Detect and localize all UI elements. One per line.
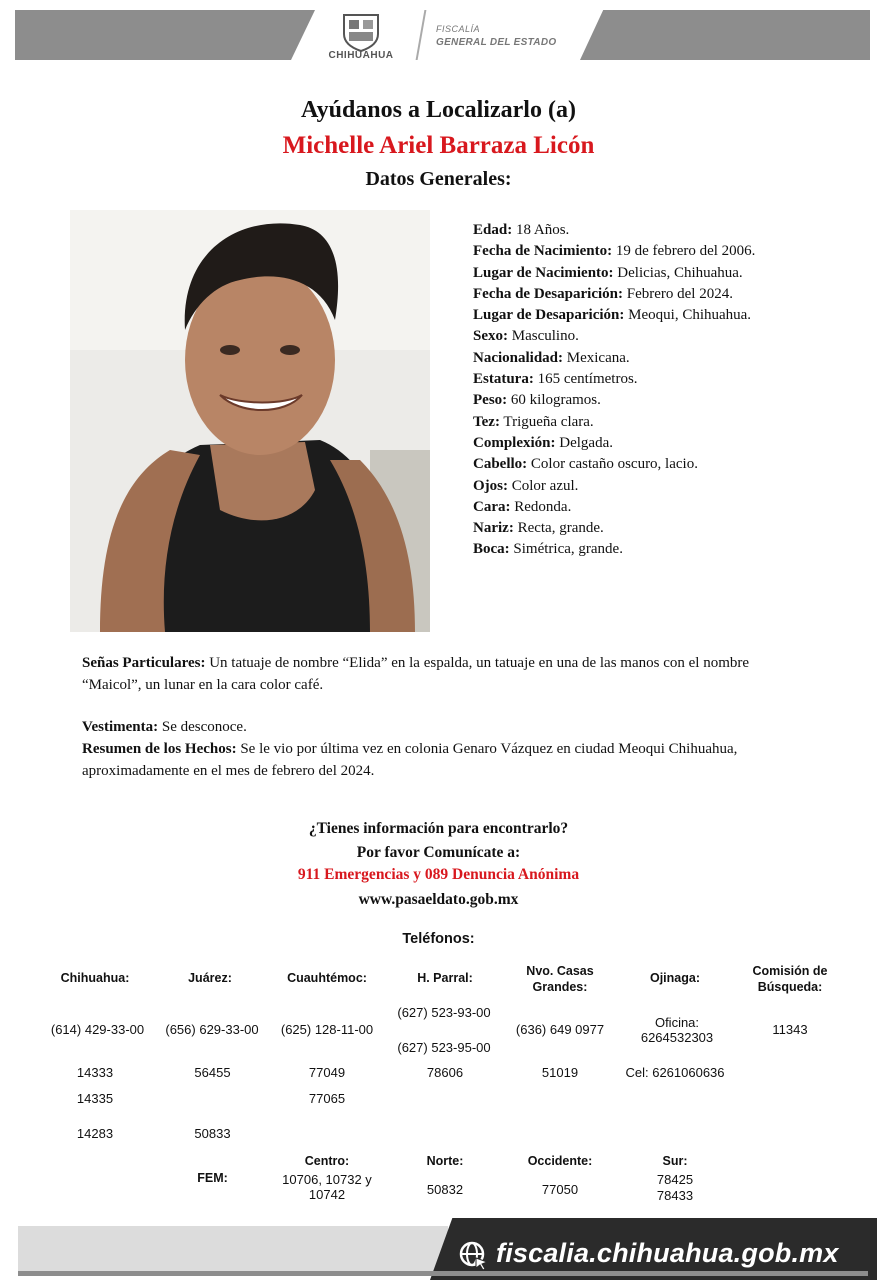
phone-fem-norte[interactable]: 50832 bbox=[426, 1182, 464, 1197]
phones-fem-occidente-label: Occidente: bbox=[527, 1154, 593, 1168]
fact-value: 165 centímetros. bbox=[533, 371, 638, 388]
fact-value: Febrero del 2024. bbox=[622, 285, 733, 302]
phones-header-nuevo-casas-grandes: Nvo. Casas Grandes: bbox=[526, 964, 594, 994]
fact-hair bbox=[473, 454, 863, 475]
poster-title: Ayúdanos a Localizarlo (a) bbox=[301, 97, 576, 123]
phones-header-chihuahua: Chihuahua: bbox=[60, 971, 130, 985]
clothing bbox=[82, 717, 782, 739]
fact-label: Tez: bbox=[473, 413, 500, 430]
cta-question: ¿Tienes información para encontrarlo? bbox=[308, 820, 569, 837]
footer-bottom-strip bbox=[18, 1271, 868, 1276]
phone-parral-ext[interactable]: 78606 bbox=[426, 1065, 464, 1080]
phone-fem-sur-1[interactable]: 78425 bbox=[656, 1172, 694, 1187]
phones-header-ojinaga: Ojinaga: bbox=[649, 971, 700, 985]
phone-juarez-main[interactable]: (656) 629-33-00 bbox=[165, 1022, 259, 1037]
phone-ojinaga-office[interactable]: Oficina: 6264532303 bbox=[640, 1015, 714, 1045]
fact-label: Sexo: bbox=[473, 328, 508, 345]
fact-height bbox=[473, 369, 863, 390]
phone-ncg-main[interactable]: (636) 649 0977 bbox=[515, 1022, 605, 1037]
header-right-bar bbox=[580, 10, 870, 60]
fact-label: Fecha de Nacimiento: bbox=[473, 243, 613, 260]
footer-gray-bar bbox=[18, 1226, 448, 1274]
fact-face bbox=[473, 497, 863, 518]
phone-chihuahua-main[interactable]: (614) 429-33-00 bbox=[50, 1022, 145, 1037]
phones-fem-norte-label: Norte: bbox=[426, 1154, 464, 1168]
phone-chihuahua-ext[interactable]: 14335 bbox=[76, 1091, 114, 1106]
fact-value: Meoqui, Chihuahua. bbox=[624, 307, 752, 324]
missing-person-name: Michelle Ariel Barraza Licón bbox=[282, 132, 595, 159]
distinguishing-marks bbox=[82, 653, 782, 696]
fact-nationality bbox=[473, 348, 863, 369]
phone-cuauhtemoc-ext[interactable]: 77065 bbox=[308, 1091, 346, 1106]
phone-fem-occidente[interactable]: 77050 bbox=[541, 1182, 579, 1197]
fact-value: 18 Años. bbox=[512, 222, 570, 238]
fact-label: Fecha de Desaparición: bbox=[473, 285, 623, 302]
fact-label: Nacionalidad: bbox=[473, 349, 564, 366]
globe-cursor-icon bbox=[458, 1240, 490, 1272]
phone-parral-alt[interactable]: (627) 523-95-00 bbox=[397, 1040, 491, 1055]
clothing-text: Se desconoce. bbox=[158, 719, 247, 735]
fact-label: Edad: bbox=[473, 222, 513, 238]
fact-value: Masculino. bbox=[508, 328, 579, 345]
phones-header-cuauhtemoc: Cuauhtémoc: bbox=[287, 971, 367, 985]
fact-disappearance-date bbox=[473, 284, 863, 305]
phones-header-juarez: Juárez: bbox=[188, 971, 232, 985]
general-data-list bbox=[473, 220, 863, 561]
phone-search-commission[interactable]: 11343 bbox=[772, 1022, 808, 1037]
fact-eyes bbox=[473, 476, 863, 497]
fact-mouth bbox=[473, 539, 863, 560]
fact-value: Color azul. bbox=[508, 477, 579, 494]
header-left-bar bbox=[15, 10, 315, 60]
cta-contact: Por favor Comunícate a: bbox=[356, 844, 521, 861]
fact-value: Delgada. bbox=[555, 434, 613, 451]
fact-weight bbox=[473, 390, 863, 411]
clothing-label: Vestimenta: bbox=[82, 719, 159, 735]
phone-cuauhtemoc-main[interactable]: (625) 128-11-00 bbox=[280, 1022, 374, 1037]
header-agency-line1: FISCALÍA bbox=[436, 24, 481, 34]
phone-cuauhtemoc-ext[interactable]: 77049 bbox=[308, 1065, 346, 1080]
distinguishing-marks-label: Señas Particulares: bbox=[82, 655, 206, 671]
fact-value: Color castaño oscuro, lacio. bbox=[527, 456, 698, 473]
header-state-name: CHIHUAHUA bbox=[328, 50, 394, 61]
phone-ojinaga-cell[interactable]: Cel: 6261060636 bbox=[625, 1065, 725, 1080]
state-shield-icon bbox=[340, 12, 382, 52]
fact-label: Ojos: bbox=[473, 477, 508, 494]
fact-label: Cara: bbox=[473, 498, 511, 515]
fact-birth-place bbox=[473, 263, 863, 284]
header-divider bbox=[416, 10, 427, 60]
fact-build bbox=[473, 433, 863, 454]
fact-label: Complexión: bbox=[473, 434, 556, 451]
phone-fem-sur-2[interactable]: 78433 bbox=[656, 1188, 694, 1203]
fact-label: Estatura: bbox=[473, 371, 534, 388]
fact-label: Peso: bbox=[473, 392, 508, 409]
cta-emergency-numbers: 911 Emergencias y 089 Denuncia Anónima bbox=[297, 866, 580, 883]
fact-value: Recta, grande. bbox=[513, 520, 604, 537]
phone-juarez-ext[interactable]: 56455 bbox=[194, 1065, 231, 1080]
facts-summary-label: Resumen de los Hechos: bbox=[82, 741, 237, 757]
header-banner bbox=[0, 0, 877, 64]
phones-header-parral: H. Parral: bbox=[417, 971, 473, 985]
fact-value: 19 de febrero del 2006. bbox=[612, 243, 756, 260]
fact-disappearance-place bbox=[473, 305, 863, 326]
fact-skin bbox=[473, 412, 863, 433]
phones-fem-centro-label: Centro: bbox=[304, 1154, 350, 1168]
fact-label: Cabello: bbox=[473, 456, 528, 473]
fact-label: Lugar de Nacimiento: bbox=[473, 264, 614, 281]
footer-website-link[interactable]: fiscalia.chihuahua.gob.mx bbox=[496, 1238, 839, 1268]
fact-label: Lugar de Desaparición: bbox=[473, 307, 625, 324]
fact-label: Boca: bbox=[473, 541, 510, 558]
fact-age bbox=[473, 220, 863, 241]
distinguishing-marks-text: Un tatuaje de nombre “Elida” en la espalda, un tatuaje en una de las manos con el nombre “Maicol”, un lunar en la cara color café. bbox=[82, 655, 750, 693]
phone-ncg-ext[interactable]: 51019 bbox=[541, 1065, 579, 1080]
phone-chihuahua-ext[interactable]: 14283 bbox=[76, 1126, 114, 1141]
fact-value: 60 kilogramos. bbox=[507, 392, 601, 409]
fact-nose bbox=[473, 518, 863, 539]
facts-summary-text: Se le vio por última vez en colonia Genaro Vázquez en ciudad Meoqui Chihuahua, aproximadamente en el mes de febrero del 2024. bbox=[82, 741, 738, 779]
fact-birth-date bbox=[473, 241, 863, 262]
phones-title: Teléfonos: bbox=[402, 931, 475, 947]
cta-website-link[interactable]: www.pasaeldato.gob.mx bbox=[358, 891, 519, 908]
section-title-general-data: Datos Generales: bbox=[365, 168, 512, 190]
phones-fem-sur-label: Sur: bbox=[662, 1154, 688, 1168]
facts-summary bbox=[82, 739, 782, 782]
fact-value: Trigueña clara. bbox=[499, 413, 594, 430]
phones-fem-label: FEM: bbox=[197, 1171, 228, 1185]
fact-label: Nariz: bbox=[473, 520, 514, 537]
phones-header-search-commission: Comisión de Búsqueda: bbox=[752, 964, 828, 994]
phone-fem-centro[interactable]: 10706, 10732 y 10742 bbox=[282, 1172, 372, 1202]
phone-chihuahua-ext[interactable]: 14333 bbox=[76, 1065, 114, 1080]
person-photo bbox=[70, 210, 430, 632]
header-agency-line2: GENERAL DEL ESTADO bbox=[436, 37, 557, 48]
phone-parral-main[interactable]: (627) 523-93-00 bbox=[397, 1005, 491, 1020]
fact-value: Simétrica, grande. bbox=[509, 541, 623, 558]
fact-value: Delicias, Chihuahua. bbox=[613, 264, 743, 281]
fact-value: Redonda. bbox=[510, 498, 572, 515]
fact-value: Mexicana. bbox=[563, 349, 630, 366]
phone-juarez-ext[interactable]: 50833 bbox=[194, 1126, 231, 1141]
fact-sex bbox=[473, 326, 863, 347]
